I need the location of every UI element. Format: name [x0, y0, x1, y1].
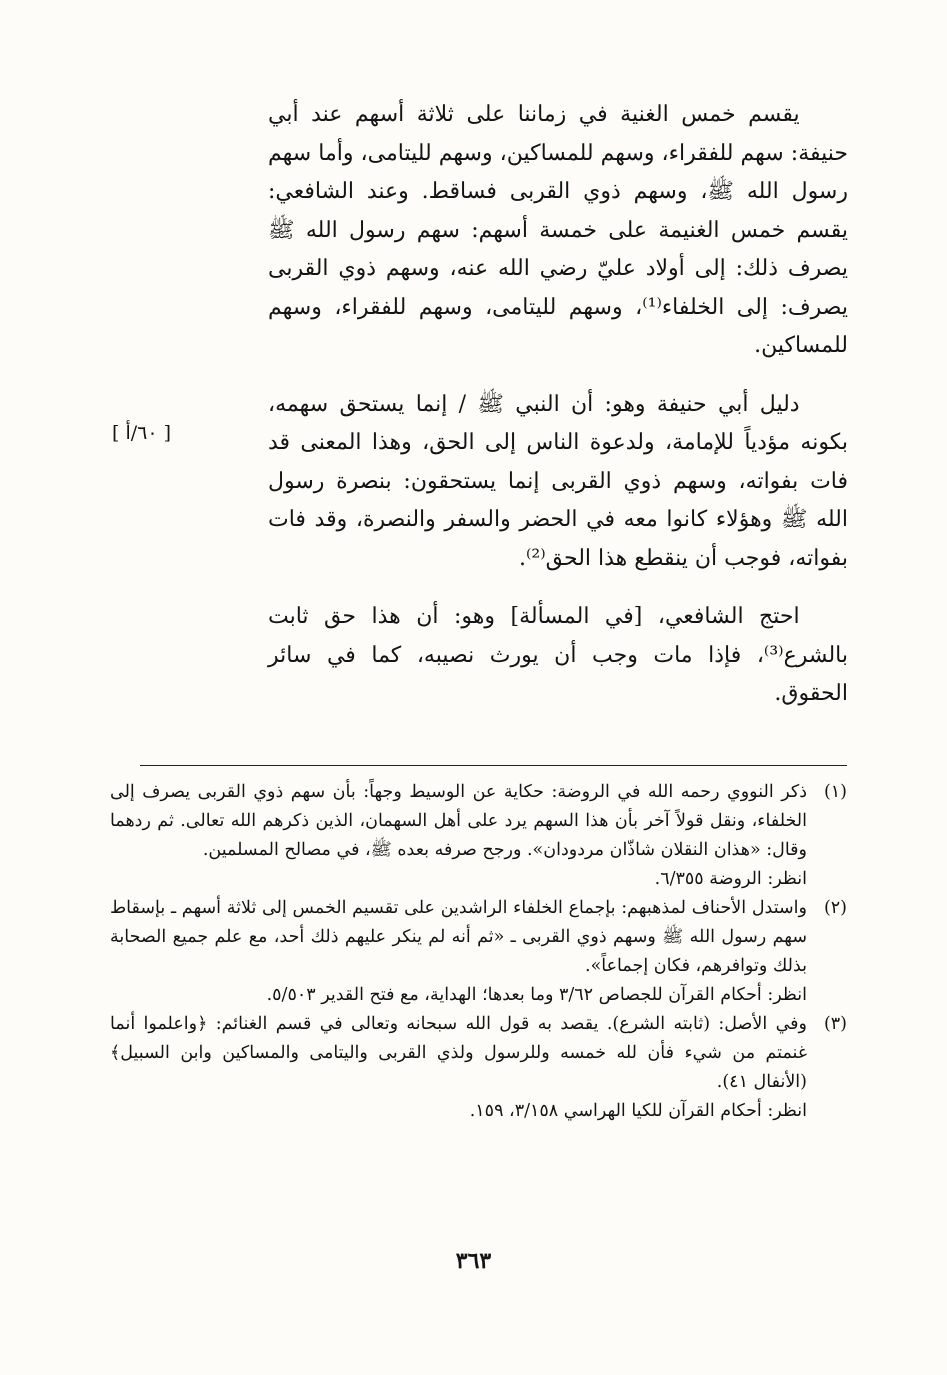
- footnote-text: ذكر النووي رحمه الله في الروضة: حكاية عن الوسيط وجهاً: بأن سهم ذوي القربى يصرف إلى الخلفاء، ونقل قولاً آخر بأن هذا السهم يرد على أهل السهمان، الذين ذكرهم الله تعالى. ثم ردهما وقال: «هذان النقلان شاذّان مردودان». ورجح صرفه بعده ﷺ، في مصالح المسلمين.: [110, 782, 807, 860]
- footnotes: [110, 778, 847, 1126]
- footnote-number: (٢): [823, 898, 847, 918]
- footnote-2: [110, 894, 847, 1010]
- page-number: ٣٦٣: [455, 1248, 492, 1274]
- paragraph-2: دليل أبي حنيفة وهو: أن النبي ﷺ / إنما يستحق سهمه، بكونه مؤدياً للإمامة، ولدعوة الناس إلى الحق، وهذا المعنى قد فات بفواته، وسهم ذوي القربى إنما يستحقون: بنصرة رسول الله ﷺ وهؤلاء كانوا معه في الحضر والسفر والنصرة، وقد فات بفواته، فوجب أن ينقطع هذا الحق⁽²⁾.: [268, 391, 848, 571]
- footnote-reference: انظر: أحكام القرآن للجصاص ٣/٦٢ وما بعدها؛ الهداية، مع فتح القدير ٥/٥٠٣.: [266, 985, 807, 1005]
- footnote-text: وفي الأصل: (ثابته الشرع). يقصد به قول الله سبحانه وتعالى في قسم الغنائم: ﴿واعلموا أنما غنمتم من شيء فأن لله خمسه وللرسول ولذي القربى واليتامى والمساكين وابن السبيل﴾ (الأنفال ٤١).: [110, 1014, 807, 1092]
- paragraph-3: احتج الشافعي، [في المسألة] وهو: أن هذا حق ثابت بالشرع⁽³⁾، فإذا مات وجب أن يورث نصيبه، كما في سائر الحقوق.: [268, 604, 848, 706]
- manuscript-folio-reference: [ ٦٠/أ ]: [112, 422, 172, 444]
- footnote-number: (١): [823, 782, 847, 802]
- footnote-1: [110, 778, 847, 894]
- paragraph-1: يقسم خمس الغنية في زماننا على ثلاثة أسهم عند أبي حنيفة: سهم للفقراء، وسهم للمساكين، وسهم لليتامى، وأما سهم رسول الله ﷺ، وسهم ذوي القربى فساقط. وعند الشافعي: يقسم خمس الغنيمة على خمسة أسهم: سهم رسول الله ﷺ يصرف ذلك: إلى أولاد عليّ رضي الله عنه، وسهم ذوي القربى يصرف: إلى الخلفاء⁽¹⁾، وسهم لليتامى، وسهم للفقراء، وسهم للمساكين.: [268, 102, 849, 358]
- footnote-divider: [140, 765, 847, 766]
- footnote-3: [110, 1010, 847, 1126]
- footnote-reference: انظر: الروضة ٦/٣٥٥.: [654, 869, 807, 889]
- main-text: [268, 96, 848, 714]
- footnote-text: واستدل الأحناف لمذهبهم: بإجماع الخلفاء الراشدين على تقسيم الخمس إلى ثلاثة أسهم ـ بإسقاط سهم رسول الله ﷺ وسهم ذوي القربى ـ «ثم أنه لم ينكر عليهم ذلك أحد، مع علم جميع الصحابة بذلك وتوافرهم، فكان إجماعاً».: [110, 898, 807, 976]
- footnote-number: (٣): [823, 1014, 847, 1034]
- footnote-reference: انظر: أحكام القرآن للكيا الهراسي ٣/١٥٨، ١٥٩.: [469, 1101, 807, 1121]
